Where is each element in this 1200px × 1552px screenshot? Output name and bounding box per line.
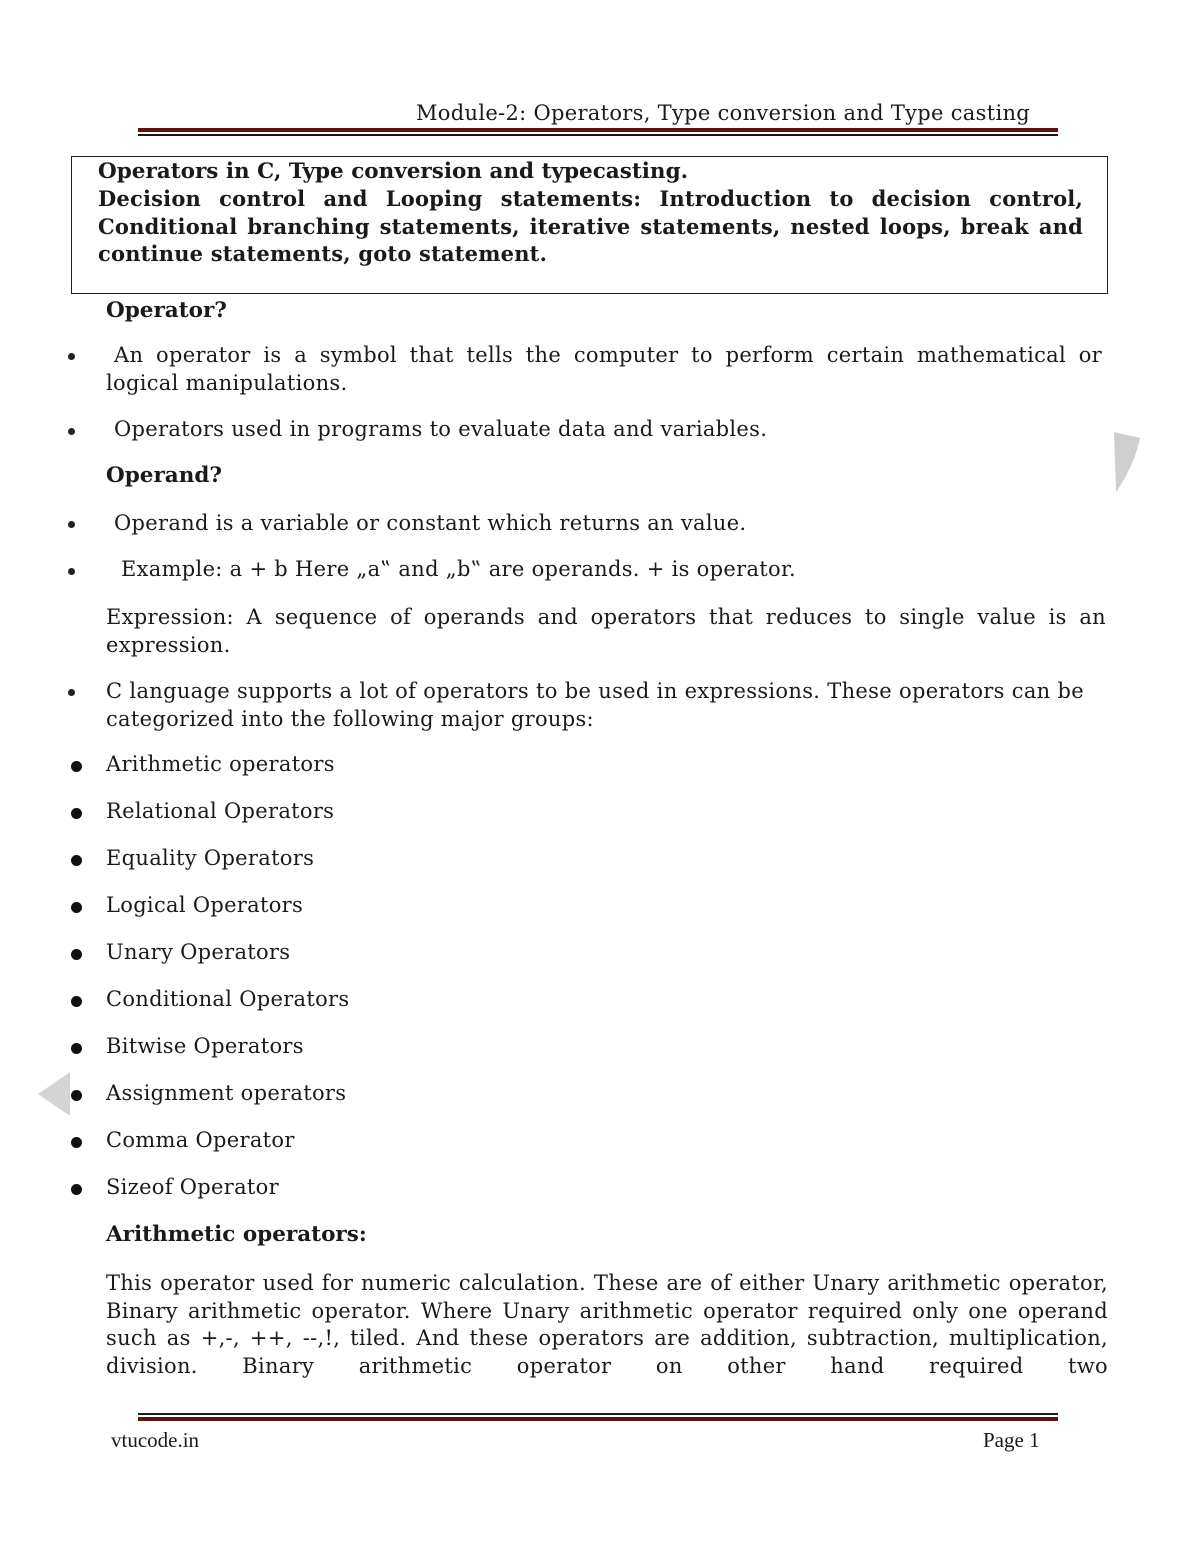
operator-group-item: Logical Operators [106, 893, 304, 917]
footer-site: vtucode.in [111, 1428, 200, 1452]
page-number: Page 1 [983, 1428, 1040, 1452]
list-bullet [71, 808, 82, 819]
bullet-dot [68, 428, 75, 435]
list-bullet [71, 1043, 82, 1054]
footer-rule-dark [138, 1417, 1058, 1421]
syllabus-body: Decision control and Looping statements: Introduction to decision control, Conditional branching statements, iterative statements, nested loops, break and continue statements, goto statement. [98, 186, 1083, 266]
list-bullet [71, 761, 82, 772]
list-bullet [71, 996, 82, 1007]
arithmetic-paragraph: This operator used for numeric calculation. These are of either Unary arithmetic operator, Binary arithmetic operator. Where Unary arithmetic operator required only one operand such as +,-, ++, --,!, tiled. And these operators are addition, subtraction, multiplication, division. Binary arithmetic operator on other hand required two [106, 1271, 1108, 1378]
page-header-title: Module-2: Operators, Type conversion and Type casting [416, 101, 1031, 125]
bullet-dot [68, 353, 75, 360]
operator-group-item: Conditional Operators [106, 987, 350, 1011]
page-curl-shape [1112, 430, 1142, 494]
list-bullet [71, 1090, 82, 1101]
header-rule-dark [138, 128, 1058, 132]
list-bullet [71, 1137, 82, 1148]
operator-bullet-2: Operators used in programs to evaluate data and variables. [114, 417, 768, 441]
operator-group-item: Comma Operator [106, 1128, 295, 1152]
operator-group-item: Unary Operators [106, 940, 291, 964]
bullet-dot [68, 521, 75, 528]
operator-bullet-1: An operator is a symbol that tells the computer to perform certain mathematical or logical manipulations. [106, 343, 1102, 395]
header-rule-thin [138, 134, 1058, 136]
operand-bullet-2: Example: a + b Here „a‟ and „b‟ are operands. + is operator. [121, 557, 796, 581]
language-bullet: C language supports a lot of operators to be used in expressions. These operators can be categorized into the following major groups: [106, 679, 1084, 731]
operator-group-item: Arithmetic operators [106, 752, 335, 776]
operator-group-item: Sizeof Operator [106, 1175, 279, 1199]
previous-page-arrow-icon[interactable] [38, 1072, 70, 1116]
expression-paragraph: Expression: A sequence of operands and operators that reduces to single value is an expression. [106, 605, 1106, 657]
list-bullet [71, 1184, 82, 1195]
operator-group-item: Assignment operators [106, 1081, 347, 1105]
footer-rule-thin [138, 1413, 1058, 1415]
bullet-dot [68, 689, 75, 696]
operator-group-item: Equality Operators [106, 846, 315, 870]
list-bullet [71, 949, 82, 960]
operator-group-item: Bitwise Operators [106, 1034, 304, 1058]
arithmetic-heading: Arithmetic operators: [106, 1222, 367, 1247]
operator-heading: Operator? [106, 298, 227, 323]
operand-bullet-1: Operand is a variable or constant which returns an value. [114, 511, 747, 535]
operand-heading: Operand? [106, 463, 222, 488]
operator-group-item: Relational Operators [106, 799, 335, 823]
syllabus-title: Operators in C, Type conversion and typecasting. [98, 159, 689, 184]
bullet-dot [68, 568, 75, 575]
list-bullet [71, 855, 82, 866]
list-bullet [71, 902, 82, 913]
